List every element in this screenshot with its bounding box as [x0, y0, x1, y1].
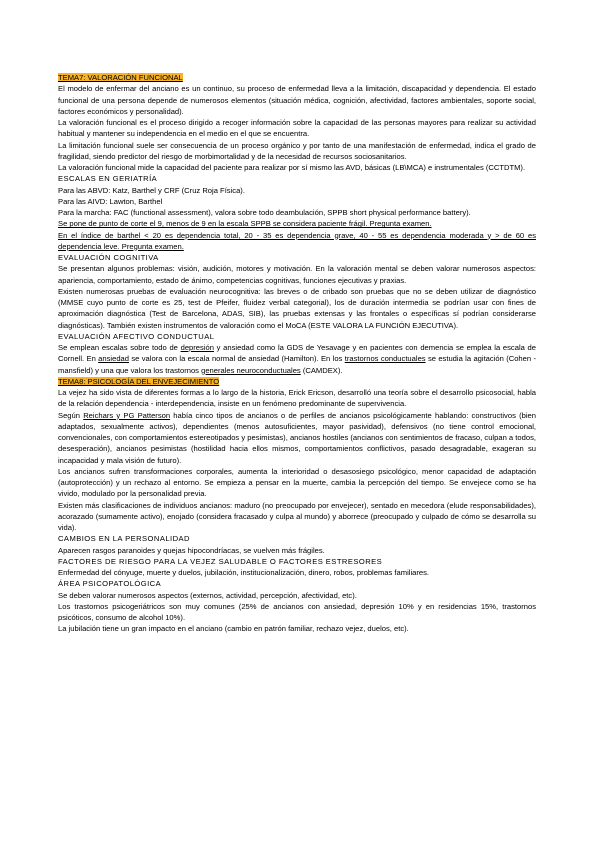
- cognitiva-heading: EVALUACIÓN COGNITIVA: [58, 253, 159, 262]
- escalas-aivd: Para las AIVD: Lawton, Barthel: [58, 196, 163, 206]
- escalas-abvd: Para las ABVD: Katz, Barthel y CRF (Cruz Roja Física).: [58, 185, 245, 195]
- area-paragraph-3: La jubilación tiene un gran impacto en el anciano (cambio en patrón familiar, rechazo vejez, duelos, etc).: [58, 624, 409, 634]
- tema7-paragraph-2: La valoración funcional es el proceso dirigido a recoger información sobre la capacidad de las personas mayores para realizar su actividad habitual y mantener su independencia en el medio en el que se encuentra.: [58, 118, 536, 139]
- area-paragraph-2: Los trastornos psicogeriátricos son muy comunes (25% de ancianos con ansiedad, depresión 10% y en residencias 15%, trastornos psicóticos, consumo de alcohol 10%).: [58, 601, 536, 622]
- factores-paragraph: Enfermedad del cónyuge, muerte y duelos, jubilación, institucionalización, dinero, robos, problemas familiares.: [58, 568, 430, 577]
- escalas-marcha: Para la marcha: FAC (functional assessment), valora sobre todo deambulación, SPPB short physical performance battery).: [58, 208, 471, 217]
- sppb-note: Se pone de punto de corte el 9, menos de 9 en la escala SPPB se considera paciente frágil. Pregunta examen.: [58, 219, 432, 229]
- cambios-paragraph: Aparecen rasgos paranoides y quejas hipocondríacas, se vuelven más frágiles.: [58, 545, 325, 555]
- factores-heading: FACTORES DE RIESGO PARA LA VEJEZ SALUDABLE O FACTORES ESTRESORES: [58, 556, 383, 566]
- cambios-heading: CAMBIOS EN LA PERSONALIDAD: [58, 534, 190, 544]
- area-paragraph-1: Se deben valorar numerosos aspectos (externos, actividad, percepción, afectividad, etc).: [58, 590, 357, 600]
- tema8-paragraph-4: Existen más clasificaciones de individuos ancianos: maduro (no preocupado por envejecer), sentado en mecedora (elude responsabilidades), acorazado (sumamente activo), enojado (considera fracasado y culpa al mundo) y aborrece (preocupado y culpado de cómo se desarrolla su vida).: [58, 500, 536, 532]
- document-page: [58, 72, 536, 635]
- tema7-paragraph-4: La valoración funcional mide la capacidad del paciente para realizar por sí mismo las AVD, básicas (LB\MCA) e instrumentales (CCTDTM).: [58, 163, 526, 172]
- tema8-paragraph-3: Los ancianos sufren transformaciones corporales, aumenta la interioridad o desasosiego psicológico, menor capacidad de adaptación (autoprotección) y un rechazo al entorno. Se empieza a pensar en la muerte, cambia la percepción del tiempo. Se envejece como se ha vivido, modulado por la personalidad previa.: [58, 466, 536, 499]
- tema7-paragraph-3: La limitación funcional suele ser consecuencia de un proceso orgánico y por tanto de una manifestación de enfermedad, indica el grado de fragilidad, siendo predictor del riesgo de morbimortalidad y de la necesidad de recursos sociosanitarios.: [58, 140, 536, 161]
- tema8-paragraph-2: Según Reichars y PG Patterson había cinco tipos de ancianos o de perfiles de ancianos psicológicamente hablando: constructivos (bien adaptados, sexualmente activos), dependientes (menos autosuficientes, mayor pasividad), defensivos (no tiene control emocional, convencionales, con comportamientos estereotipados y pesimistas), ancianos hostiles (ancianos con sentimientos de fracaso, culpan a todos, desesperación), ancianos pesimistas (hostilidad hacia ellos mismos, comportamientos conflictivos, pasado desagradable, exageran su incapacidad y mala visión de futuro).: [58, 410, 536, 465]
- escalas-heading: ESCALAS EN GERIATRÍA: [58, 174, 158, 184]
- cognitiva-paragraph-2: Existen numerosas pruebas de evaluación neurocognitiva: las breves o de cribado son pruebas que no se deben utilizar de diagnóstico (MMSE cuyo punto de corte es 25, test de Pfeifer, fluidez verbal categorial), los de duración intermedia se podrían usar con fines de aproximación diagnóstica (Test de Barcelona, ADAS, SIB), las pruebas extensas y las frontales o específicas sí podrían considerarse diagnósticas). También existen instrumentos de valoración como el MoCA (ESTE VALORA LA FUNCIÓN EJECUTIVA).: [58, 286, 536, 330]
- afectivo-heading: EVALUACIÓN AFECTIVO CONDUCTUAL: [58, 331, 215, 341]
- afectivo-paragraph: Se emplean escalas sobre todo de depresión y ansiedad como la GDS de Yesavage y en pacientes con demencia se emplea la escala de Cornell. En ansiedad se valora con la escala normal de ansiedad (Hamilton). En los trastornos conductuales se estudia la agitación (Cohen -mansfield) y una que valora los trastornos generales neuroconductuales (CAMDEX).: [58, 343, 537, 375]
- cognitiva-paragraph-1: Se presentan algunos problemas: visión, audición, motores y motivación. En la valoración mental se deben valorar numerosos aspectos: apariencia, comportamiento, estado de ánimo, competencias cognitivas, funciones ejecutivas y praxias.: [58, 264, 536, 285]
- tema8-paragraph-1: La vejez ha sido vista de diferentes formas a lo largo de la historia, Erick Ericson, desarrolló una teoría sobre el desarrollo psicosocial, habla de la relación dependencia - interdependencia, insiste en un fenómeno predominante de supervivencia.: [58, 388, 536, 409]
- area-heading: ÁREA PSICOPATOLÓGICA: [58, 579, 162, 589]
- tema7-title: TEMA7: VALORACIÓN FUNCIONAL: [58, 73, 183, 82]
- tema8-title: TEMA8: PSICOLOGÍA DEL ENVEJECIMIENTO: [58, 376, 220, 386]
- tema7-paragraph-1: El modelo de enfermar del anciano es un continuo, su proceso de enfermedad lleva a la limitación, discapacidad y dependencia. El estado funcional de una persona depende de numerosos elementos (situación médica, cognición, afectividad, factores ambientales, soporte social, factores económicos y personalidad).: [58, 84, 536, 116]
- barthel-note: En el índice de barthel < 20 es dependencia total, 20 - 35 es dependencia grave, 40 - 55 es dependencia moderada y > de 60 es dependencia leve. Pregunta examen.: [58, 230, 536, 251]
